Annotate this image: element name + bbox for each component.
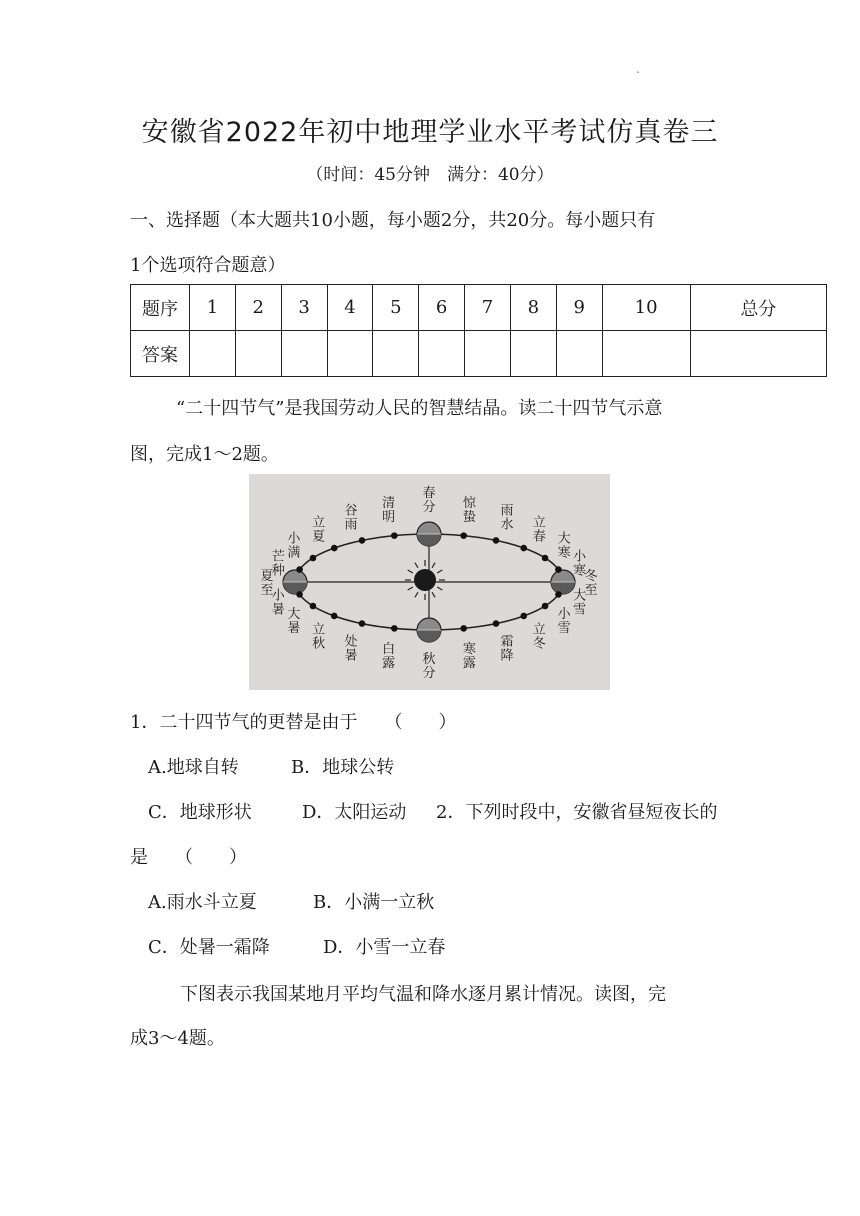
answer-cell[interactable]: [602, 331, 690, 377]
table-cell: 8: [510, 285, 556, 331]
solar-term-label: 大暑: [287, 606, 301, 636]
intro2-line2: 成3～4题。: [130, 1028, 225, 1049]
term-dot: [493, 620, 500, 627]
answer-cell[interactable]: [190, 331, 236, 377]
term-dot: [331, 545, 338, 552]
q2-option-c: C．处暑一霜降: [148, 937, 270, 958]
solar-term-label: 霜降: [500, 634, 514, 664]
solar-term-label: 清明: [382, 496, 396, 526]
solar-term-label: 大寒: [557, 531, 571, 561]
earth-icon: [417, 618, 441, 642]
q2-option-b: B．小满一立秋: [313, 892, 435, 913]
solar-term-label: 小雪: [557, 606, 571, 636]
question-1-stem: 1．二十四节气的更替是由于 （ ）: [130, 712, 457, 733]
term-dot: [542, 555, 549, 562]
question-2-stem: 2．下列时段中，安徽省昼短夜长的: [436, 802, 718, 823]
section-heading-line1: 一、选择题（本大题共10小题，每小题2分，共20分。每小题只有: [130, 210, 656, 231]
solar-term-label: 冬至: [584, 569, 598, 598]
intro2-line1: 下图表示我国某地月平均气温和降水逐月累计情况。读图，完: [180, 984, 666, 1005]
solar-term-label: 谷雨: [344, 503, 358, 533]
earth-icon: [417, 522, 441, 546]
table-cell: 9: [556, 285, 602, 331]
table-header-cell: 答案: [131, 331, 190, 377]
table-cell: 10: [602, 285, 690, 331]
solar-term-label: 惊蛰: [462, 496, 476, 526]
answer-table: [130, 284, 827, 377]
table-cell: 4: [327, 285, 373, 331]
earth-icon: [551, 570, 575, 594]
term-dot: [460, 532, 467, 539]
solar-term-label: 小暑: [271, 588, 285, 618]
answer-cell[interactable]: [235, 331, 281, 377]
table-cell: 总分: [690, 285, 826, 331]
solar-term-label: 立夏: [312, 515, 326, 545]
term-dot: [391, 532, 398, 539]
solar-term-label: 处暑: [344, 634, 358, 664]
table-header-cell: 题序: [131, 285, 190, 331]
answer-cell[interactable]: [281, 331, 327, 377]
intro-paragraph-line1: “二十四节气”是我国劳动人民的智慧结晶。读二十四节气示意: [176, 398, 663, 419]
q1-option-b: B．地球公转: [291, 757, 395, 778]
exam-info: （时间：45分钟 满分：40分）: [306, 165, 554, 185]
term-dot: [310, 603, 317, 610]
term-dot: [520, 613, 527, 620]
solar-term-label: 小满: [287, 531, 301, 561]
section-heading-line2: 1个选项符合题意）: [130, 255, 286, 276]
q1-option-d: D．太阳运动: [302, 802, 407, 823]
term-dot: [310, 555, 317, 562]
term-dot: [493, 537, 500, 544]
q2-option-d: D．小雪一立春: [323, 937, 446, 958]
solar-term-label: 夏至: [260, 569, 274, 598]
answer-cell[interactable]: [327, 331, 373, 377]
answer-cell[interactable]: [465, 331, 511, 377]
answer-cell[interactable]: [690, 331, 826, 377]
page-title: 安徽省2022年初中地理学业水平考试仿真卷三: [141, 117, 719, 148]
table-cell: 3: [281, 285, 327, 331]
q1-option-a: A.地球自转: [148, 757, 239, 778]
term-dot: [359, 537, 366, 544]
solar-term-label: 芒种: [271, 549, 285, 579]
term-dot: [331, 613, 338, 620]
solar-term-label: 立秋: [312, 622, 326, 652]
solar-term-label: 雨水: [500, 503, 514, 533]
solar-term-label: 立春: [532, 515, 546, 545]
solar-term-label: 立冬: [532, 622, 546, 652]
solar-term-label: 小寒: [573, 549, 587, 579]
solar-term-label: 寒露: [462, 641, 476, 671]
term-dot: [520, 545, 527, 552]
table-cell: 2: [235, 285, 281, 331]
term-dot: [460, 625, 467, 632]
table-row: [131, 331, 827, 377]
term-dot: [359, 620, 366, 627]
corner-dot: .: [636, 62, 640, 76]
term-dot: [391, 625, 398, 632]
solar-term-label: 大雪: [573, 588, 587, 618]
table-cell: 1: [190, 285, 236, 331]
solar-term-label: 春分: [422, 486, 436, 515]
q1-option-c: C．地球形状: [148, 802, 252, 823]
answer-cell[interactable]: [373, 331, 419, 377]
solar-terms-diagram: [249, 474, 610, 690]
answer-cell[interactable]: [419, 331, 465, 377]
table-cell: 5: [373, 285, 419, 331]
solar-term-label: 白露: [382, 641, 396, 671]
term-dot: [555, 566, 562, 573]
intro-paragraph-line2: 图，完成1～2题。: [130, 444, 279, 465]
q2-option-a: A.雨水斗立夏: [148, 892, 257, 913]
term-dot: [555, 591, 562, 598]
solar-term-label: 秋分: [422, 652, 436, 681]
term-dot: [296, 591, 303, 598]
table-row: [131, 285, 827, 331]
term-dot: [542, 603, 549, 610]
sun-icon: [405, 560, 445, 600]
answer-cell[interactable]: [556, 331, 602, 377]
term-dot: [296, 566, 303, 573]
question-2-stem-cont: 是 （ ）: [130, 847, 247, 868]
earth-icon: [283, 570, 307, 594]
answer-cell[interactable]: [510, 331, 556, 377]
table-cell: 6: [419, 285, 465, 331]
table-cell: 7: [465, 285, 511, 331]
